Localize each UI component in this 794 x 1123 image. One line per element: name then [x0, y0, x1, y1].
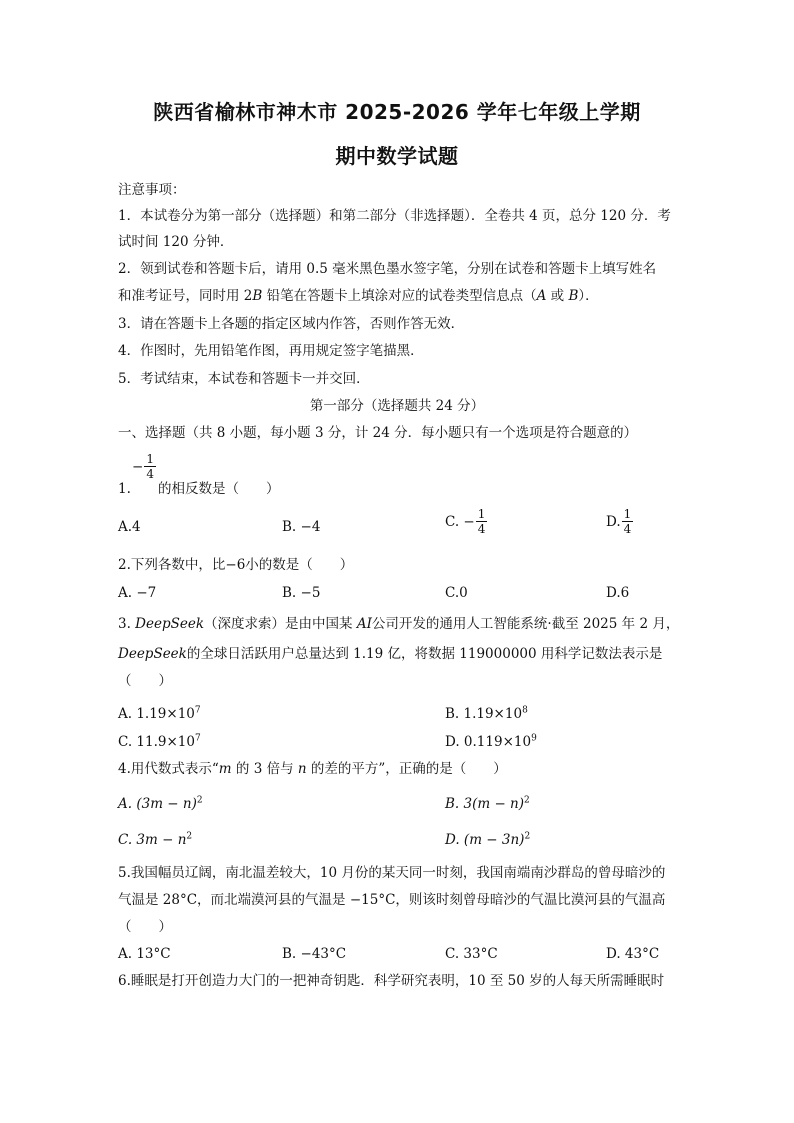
q3-option-b: [445, 705, 528, 723]
q3-number: 3.: [118, 616, 136, 632]
q4-option-b-body: B. 3(m − n): [445, 796, 525, 812]
notice-item5: 5．考试结束，本试卷和答题卡一并交回．: [118, 371, 370, 387]
q5-option-d: D. 43°C: [606, 946, 660, 962]
q1-frac-num: 1: [146, 452, 154, 466]
q6-line1: 6.睡眠是打开创造力大门的一把神奇钥匙．科学研究表明，10 至 50 岁的人每天所需睡眠时: [118, 973, 665, 989]
q1-option-d-num: 1: [623, 507, 632, 521]
q3-option-a-exp: 7: [194, 705, 201, 716]
q1-option-c-num: 1: [477, 507, 486, 521]
q1-fraction: [132, 452, 157, 481]
q4-text-a: 4.用代数式表示“: [118, 761, 219, 777]
q3-line2-text: 的全球日活跃用户总量达到 1.19 亿，将数据 119000000 用科学记数法表示是: [186, 646, 663, 662]
q4-option-d-exp: 2: [524, 831, 531, 842]
notice-item2-pencil-B: B: [252, 288, 263, 304]
q1-option-a: A.4: [118, 519, 141, 535]
q4-option-b-exp: 2: [524, 795, 530, 806]
q4-option-a: [118, 795, 203, 813]
q3-option-d-exp: 9: [531, 733, 537, 744]
q3-ai: AI: [356, 616, 372, 632]
q2-option-b: B. −5: [282, 585, 321, 601]
q3-option-d: [445, 733, 537, 751]
q4-option-d-body: D. (m − 3n): [445, 832, 525, 848]
notice-item2-text1: 和准考证号，同时用 2: [118, 288, 253, 304]
q5-line2: 气温是 28°C，而北端漠河县的气温是 −15°C，则该时刻曾母暗沙的气温比漠河县的气温高: [118, 892, 666, 908]
q3-option-a-base: A. 1.19×10: [118, 706, 195, 722]
q3-line2: [118, 645, 678, 663]
q4-option-a-body: A. (3m − n): [118, 796, 197, 812]
q3-option-c: [118, 733, 201, 751]
notice-item2-line1: 2．领到试卷和答题卡后，请用 0.5 毫米黑色墨水签字笔，分别在试卷和答题卡上填写姓名: [118, 261, 657, 277]
notice-item2-type-B: B: [568, 288, 579, 304]
exam-title-line2: 期中数学试题: [335, 144, 459, 168]
notice-heading: 注意事项：: [118, 182, 186, 198]
q1-option-b: B. −4: [282, 519, 321, 535]
q3-deepseek: DeepSeek: [135, 616, 205, 632]
q1-frac: [144, 452, 156, 481]
q3-option-b-exp: 8: [522, 705, 528, 716]
q5-option-b: B. −43°C: [282, 946, 347, 962]
q4-text-c: 的差的平方”，正确的是（ ）: [306, 761, 507, 777]
q1-option-c-frac: [476, 507, 488, 536]
q3-option-d-base: D. 0.119×10: [445, 734, 532, 750]
q2-text: 2.下列各数中，比−6小的数是（ ）: [118, 557, 354, 573]
q5-option-a: A. 13°C: [118, 946, 171, 962]
q3-option-b-base: B. 1.19×10: [445, 706, 523, 722]
q3-option-c-base: C. 11.9×10: [118, 734, 195, 750]
q1-option-c-den: 4: [477, 522, 486, 536]
q5-option-c: C. 33°C: [445, 946, 498, 962]
q2-option-c: C.0: [445, 585, 468, 601]
notice-item4: 4．作图时，先用铅笔作图，再用规定签字笔描黑．: [118, 343, 424, 359]
q1-number: 1.: [118, 481, 131, 497]
q1-option-d: [606, 507, 634, 536]
q1-option-d-frac: [622, 507, 634, 536]
q1-frac-den: 4: [146, 467, 154, 481]
notice-item2-type-A: A: [536, 288, 547, 304]
part1-heading: 第一部分（选择题共 24 分）: [309, 398, 485, 414]
q1-option-c: [445, 507, 488, 536]
q4-option-d: [445, 831, 530, 849]
notice-item1-line2: 试时间 120 分钟．: [118, 234, 234, 250]
section1-instructions: 一、选择题（共 8 小题，每小题 3 分，计 24 分．每小题只有一个选项是符合题意的）: [118, 425, 638, 441]
q3-option-c-exp: 7: [194, 733, 201, 744]
q3-deepseek-2: DeepSeek: [118, 646, 187, 662]
notice-item2-text2: 铅笔在答题卡上填涂对应的试卷类型信息点（: [262, 288, 537, 304]
q2-option-d: D.6: [606, 585, 630, 601]
q4-text-b: 的 3 倍与: [231, 761, 298, 777]
q3-line1: [118, 615, 678, 633]
q4-option-c-body: C. 3m − n: [118, 832, 187, 848]
q4-option-a-exp: 2: [196, 795, 203, 806]
q2-option-a: A. −7: [118, 585, 157, 601]
q4-option-b: [445, 795, 530, 813]
q1-minus: −: [132, 458, 144, 475]
q1-text: 的相反数是（ ）: [158, 481, 280, 497]
q1-option-c-prefix: C. −: [445, 513, 475, 530]
q3-line1-text-a: （深度求索）是由中国某: [204, 616, 357, 632]
q5-line1: 5.我国幅员辽阔，南北温差较大，10 月份的某天同一时刻，我国南端南沙群岛的曾母暗沙的: [118, 865, 666, 881]
q4-var-n: n: [297, 761, 307, 777]
exam-title-line1: 陕西省榆林市神木市 2025-2026 学年七年级上学期: [153, 100, 641, 124]
q1-option-d-den: 4: [623, 522, 632, 536]
q4-var-m: m: [218, 761, 232, 777]
q4-option-c-exp: 2: [186, 831, 193, 842]
notice-item2-text3: 或: [546, 288, 569, 304]
q4-option-c: [118, 831, 192, 849]
notice-item2-text4: ）．: [578, 288, 599, 304]
q3-line1-text-b: 公司开发的通用人工智能系统·截至 2025 年 2 月，: [371, 616, 680, 632]
q1-option-d-prefix: D.: [606, 513, 621, 530]
q5-line3: （ ）: [118, 919, 172, 935]
notice-item3: 3．请在答题卡上各题的指定区域内作答，否则作答无效．: [118, 316, 465, 332]
notice-item1-line1: 1．本试卷分为第一部分（选择题）和第二部分（非选择题）．全卷共 4 页，总分 120 分．考: [118, 208, 671, 224]
q3-option-a: [118, 705, 201, 723]
q4-text: [118, 760, 678, 778]
q3-line3: （ ）: [118, 673, 172, 689]
notice-item2-line2: [118, 287, 678, 305]
